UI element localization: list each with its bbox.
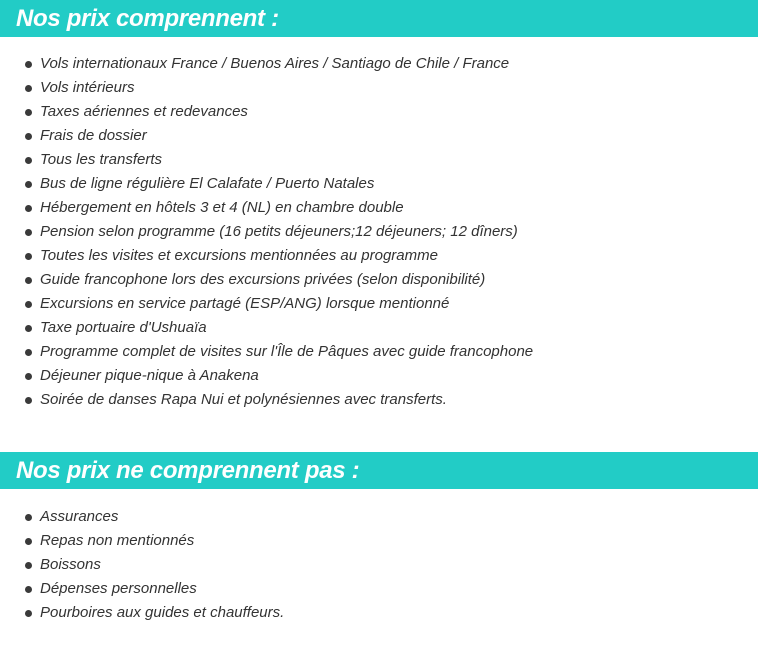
- included-item-text: Hébergement en hôtels 3 et 4 (NL) en chambre double: [40, 199, 404, 216]
- included-list-item: [0, 148, 758, 172]
- included-list-item: [0, 316, 758, 340]
- bullet-icon: [25, 397, 32, 404]
- included-list-item: [0, 268, 758, 292]
- included-item-text: Bus de ligne régulière El Calafate / Puerto Natales: [40, 175, 375, 192]
- included-list-item: [0, 52, 758, 76]
- excluded-item-text: Assurances: [40, 508, 119, 525]
- bullet-icon: [25, 325, 32, 332]
- bullet-icon: [25, 205, 32, 212]
- excluded-list-item: [0, 553, 758, 577]
- included-list-item: [0, 100, 758, 124]
- included-item-text: Soirée de danses Rapa Nui et polynésiennes avec transferts.: [40, 391, 447, 408]
- included-list-item: [0, 292, 758, 316]
- included-list-item: [0, 196, 758, 220]
- included-item-text: Taxe portuaire d'Ushuaïa: [40, 319, 207, 336]
- bullet-icon: [25, 85, 32, 92]
- included-list-item: [0, 124, 758, 148]
- included-item-text: Vols intérieurs: [40, 79, 135, 96]
- included-item-text: Pension selon programme (16 petits déjeuners;12 déjeuners; 12 dîners): [40, 223, 518, 240]
- included-item-text: Tous les transferts: [40, 151, 162, 168]
- bullet-icon: [25, 349, 32, 356]
- included-list-item: [0, 76, 758, 100]
- bullet-icon: [25, 538, 32, 545]
- included-list-item: [0, 172, 758, 196]
- bullet-icon: [25, 301, 32, 308]
- included-list-item: [0, 244, 758, 268]
- excluded-item-text: Pourboires aux guides et chauffeurs.: [40, 604, 285, 621]
- excluded-item-text: Dépenses personnelles: [40, 580, 197, 597]
- bullet-icon: [25, 253, 32, 260]
- included-item-text: Frais de dossier: [40, 127, 147, 144]
- bullet-icon: [25, 109, 32, 116]
- excluded-item-text: Boissons: [40, 556, 101, 573]
- bullet-icon: [25, 229, 32, 236]
- excluded-list-item: [0, 505, 758, 529]
- included-item-text: Vols internationaux France / Buenos Aires / Santiago de Chile / France: [40, 55, 510, 72]
- included-list-item: [0, 388, 758, 412]
- excluded-section-header: [0, 452, 758, 489]
- included-items-list: [0, 52, 758, 412]
- included-list-item: [0, 340, 758, 364]
- bullet-icon: [25, 277, 32, 284]
- included-list-item: [0, 220, 758, 244]
- included-item-text: Taxes aériennes et redevances: [40, 103, 248, 120]
- excluded-section-title: Nos prix ne comprennent pas :: [16, 456, 360, 484]
- bullet-icon: [25, 373, 32, 380]
- included-item-text: Excursions en service partagé (ESP/ANG) lorsque mentionné: [40, 295, 450, 312]
- excluded-list-item: [0, 601, 758, 625]
- included-list-item: [0, 364, 758, 388]
- included-item-text: Programme complet de visites sur l'Île de Pâques avec guide francophone: [40, 343, 534, 360]
- bullet-icon: [25, 610, 32, 617]
- bullet-icon: [25, 133, 32, 140]
- bullet-icon: [25, 181, 32, 188]
- included-item-text: Toutes les visites et excursions mentionnées au programme: [40, 247, 438, 264]
- bullet-icon: [25, 514, 32, 521]
- excluded-items-list: [0, 505, 758, 625]
- included-section-header: [0, 0, 758, 37]
- included-item-text: Guide francophone lors des excursions privées (selon disponibilité): [40, 271, 486, 288]
- bullet-icon: [25, 61, 32, 68]
- bullet-icon: [25, 562, 32, 569]
- excluded-list-item: [0, 577, 758, 601]
- excluded-item-text: Repas non mentionnés: [40, 532, 195, 549]
- included-section-title: Nos prix comprennent :: [16, 4, 279, 32]
- included-item-text: Déjeuner pique-nique à Anakena: [40, 367, 259, 384]
- excluded-list-item: [0, 529, 758, 553]
- bullet-icon: [25, 157, 32, 164]
- bullet-icon: [25, 586, 32, 593]
